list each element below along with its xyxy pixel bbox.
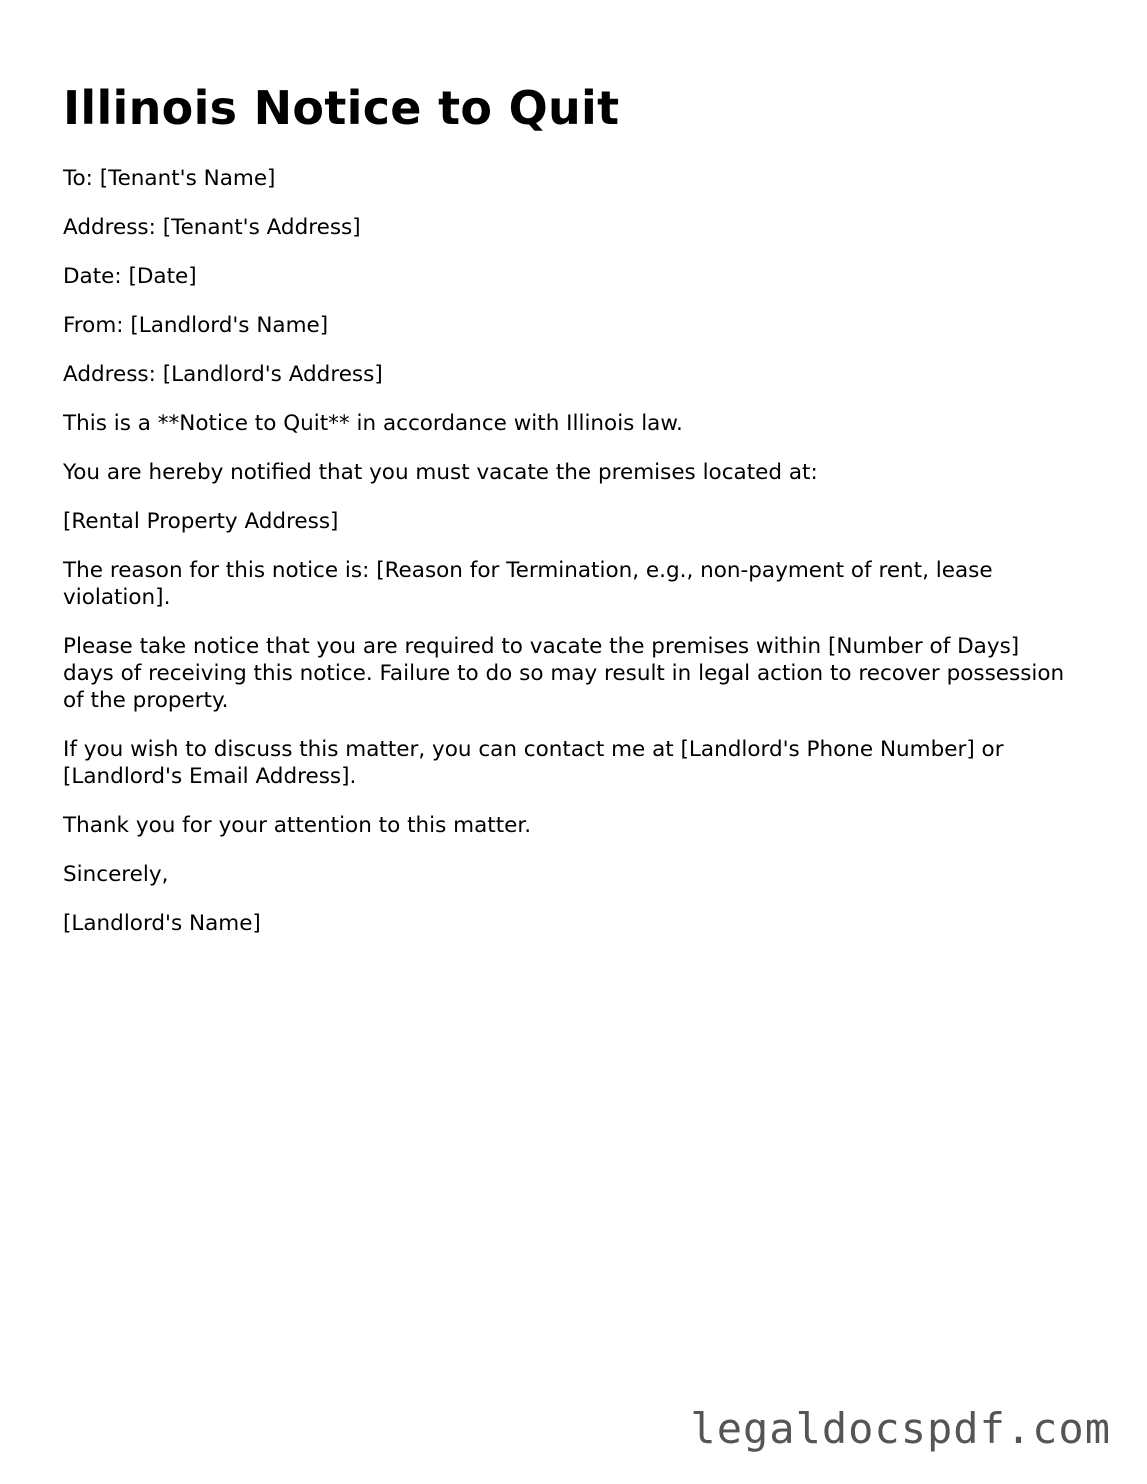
recipient-address-line: Address: [Tenant's Address]	[63, 215, 361, 240]
thanks-line: Thank you for your attention to this matter.	[63, 813, 532, 838]
sender-address-line: Address: [Landlord's Address]	[63, 362, 383, 387]
recipient-line: To: [Tenant's Name]	[63, 166, 276, 191]
document-body	[63, 165, 1073, 959]
reason-paragraph: The reason for this notice is: [Reason for Termination, e.g., non-payment of rent, lease violation].	[63, 558, 993, 610]
sender-line: From: [Landlord's Name]	[63, 313, 329, 338]
closing-line: Sincerely,	[63, 862, 169, 887]
notice-statement: This is a **Notice to Quit** in accordance with Illinois law.	[63, 411, 683, 436]
property-address: [Rental Property Address]	[63, 509, 339, 534]
date-line: Date: [Date]	[63, 264, 197, 289]
deadline-paragraph: Please take notice that you are required to vacate the premises within [Number of Days] days of receiving this notice. Failure to do so may result in legal action to recover possession of the property.	[63, 634, 1065, 713]
vacate-notification: You are hereby notified that you must vacate the premises located at:	[63, 460, 818, 485]
signature-name: [Landlord's Name]	[63, 911, 261, 936]
brand-watermark: legaldocspdf.com	[690, 1404, 1111, 1453]
document-title: Illinois Notice to Quit	[63, 81, 620, 135]
contact-paragraph: If you wish to discuss this matter, you can contact me at [Landlord's Phone Number] or [Landlord's Email Address].	[63, 737, 1004, 789]
